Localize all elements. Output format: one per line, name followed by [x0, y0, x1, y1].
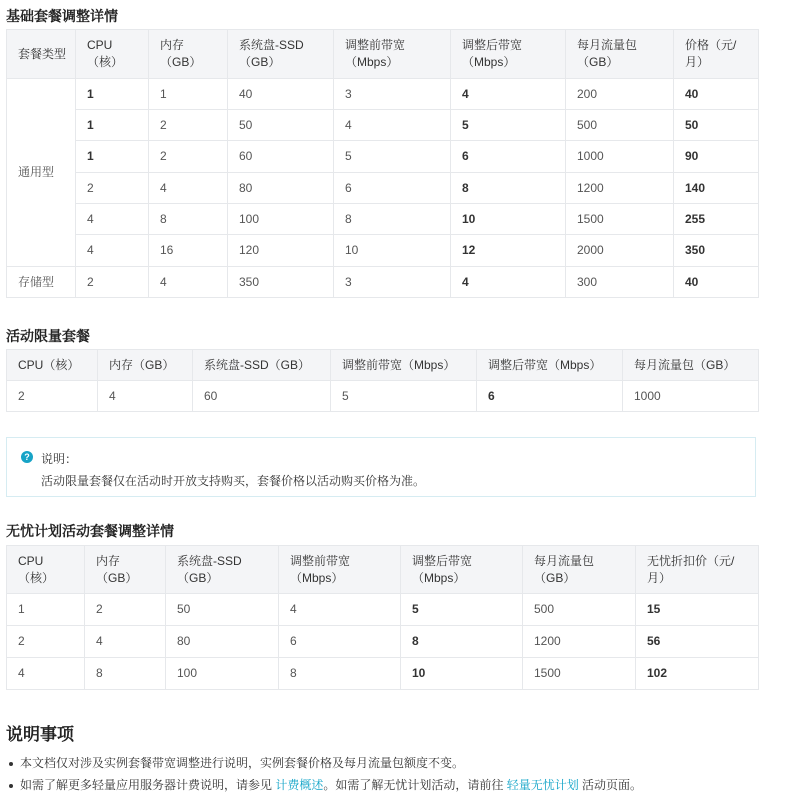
column-header: 内存（GB） [98, 350, 193, 381]
note-item-text: 本文档仅对涉及实例套餐带宽调整进行说明，实例套餐价格及每月流量包额度不变。 [20, 756, 465, 770]
header-line: 系统盘-SSD [239, 38, 304, 52]
header-line: 套餐类型 [18, 46, 67, 61]
column-header: 调整前带宽（Mbps） [331, 350, 477, 381]
header-line: （核） [87, 55, 124, 69]
question-circle-icon: ? [21, 451, 33, 463]
table-row [7, 658, 759, 690]
list-item [6, 752, 786, 774]
header-line: 调整前带宽 [290, 553, 351, 568]
table-row [7, 79, 759, 110]
table-cell: 4 [149, 267, 228, 298]
table-row [7, 235, 759, 267]
table-row [7, 141, 759, 173]
header-line: （GB） [534, 570, 576, 585]
header-line: CPU [18, 553, 44, 568]
header-line: （Mbps） [345, 55, 399, 69]
column-header [149, 30, 228, 79]
column-header [636, 546, 759, 594]
package-type-cell: 存储型 [7, 267, 76, 298]
column-header: CPU（核） [7, 350, 98, 381]
table-cell: 8 [334, 204, 451, 235]
table-cell: 3 [334, 267, 451, 298]
table-row [7, 204, 759, 235]
table-cell: 6 [334, 173, 451, 204]
header-line: 调整前带宽 [345, 38, 406, 52]
table-cell: 10 [334, 235, 451, 267]
billing-overview-link[interactable]: 计费概述 [275, 778, 324, 792]
table-cell: 2 [85, 594, 166, 626]
table-cell: 12 [451, 235, 566, 267]
table-cell: 4 [334, 110, 451, 141]
column-header [85, 546, 166, 594]
column-header [674, 30, 759, 79]
header-line: 每月流量包 [534, 553, 595, 568]
note-item-text-post: 活动页面。 [578, 778, 643, 792]
table-cell: 90 [674, 141, 759, 173]
table-header-row [7, 546, 759, 594]
header-line: 价格（元/ [685, 38, 737, 52]
table-row [7, 110, 759, 141]
table-cell: 140 [674, 173, 759, 204]
table-cell: 350 [674, 235, 759, 267]
header-line: （GB） [160, 55, 202, 69]
table-cell: 56 [636, 626, 759, 658]
table-cell: 15 [636, 594, 759, 626]
header-line: （Mbps） [290, 570, 344, 585]
column-header [523, 546, 636, 594]
note-box [6, 437, 756, 497]
header-line: 月） [685, 55, 710, 69]
notes-section-title: 说明事项 [6, 725, 74, 744]
table-cell: 8 [401, 626, 523, 658]
note-text: 活动限量套餐仅在活动时开放支持购买，套餐价格以活动购买价格为准。 [41, 474, 426, 488]
section-title-limited: 活动限量套餐 [6, 328, 90, 344]
table-cell: 2000 [566, 235, 674, 267]
table-cell: 10 [451, 204, 566, 235]
column-header [279, 546, 401, 594]
table-cell: 1500 [523, 658, 636, 690]
table-cell: 300 [566, 267, 674, 298]
table-cell: 6 [477, 381, 623, 412]
note-title: 说明： [41, 452, 78, 466]
table-cell: 1 [149, 79, 228, 110]
table-cell: 500 [523, 594, 636, 626]
table-cell: 40 [674, 267, 759, 298]
table-cell: 1000 [623, 381, 759, 412]
header-line: 每月流量包 [577, 38, 638, 52]
table-cell: 500 [566, 110, 674, 141]
column-header [334, 30, 451, 79]
table-cell: 4 [451, 79, 566, 110]
table-cell: 8 [149, 204, 228, 235]
header-line: 系统盘-SSD [177, 553, 242, 568]
header-line: 调整后带宽 [462, 38, 523, 52]
table-cell: 4 [279, 594, 401, 626]
table-cell: 5 [334, 141, 451, 173]
column-header [566, 30, 674, 79]
column-header: 系统盘-SSD（GB） [193, 350, 331, 381]
header-line: （Mbps） [412, 570, 466, 585]
basic-package-table [6, 29, 759, 298]
table-cell: 3 [334, 79, 451, 110]
list-item [6, 774, 786, 796]
header-line: 内存 [96, 553, 121, 568]
table-cell: 4 [149, 173, 228, 204]
table-cell: 350 [228, 267, 334, 298]
table-cell: 2 [149, 110, 228, 141]
table-row [7, 173, 759, 204]
table-cell: 1 [7, 594, 85, 626]
section-title-basic: 基础套餐调整详情 [6, 8, 118, 24]
table-cell: 5 [331, 381, 477, 412]
table-row [7, 594, 759, 626]
column-header [401, 546, 523, 594]
table-cell: 1 [76, 141, 149, 173]
table-cell: 4 [7, 658, 85, 690]
table-cell: 50 [166, 594, 279, 626]
table-row [7, 381, 759, 412]
column-header: 每月流量包（GB） [623, 350, 759, 381]
table-cell: 40 [228, 79, 334, 110]
table-cell: 5 [401, 594, 523, 626]
column-header [166, 546, 279, 594]
column-header: 调整后带宽（Mbps） [477, 350, 623, 381]
table-row [7, 267, 759, 298]
worry-free-plan-link[interactable]: 轻量无忧计划 [506, 778, 579, 792]
table-cell: 4 [76, 235, 149, 267]
table-cell: 1000 [566, 141, 674, 173]
table-cell: 4 [451, 267, 566, 298]
header-line: （核） [18, 570, 55, 585]
header-line: （GB） [577, 55, 619, 69]
table-cell: 40 [674, 79, 759, 110]
table-cell: 6 [279, 626, 401, 658]
table-cell: 80 [228, 173, 334, 204]
column-header [228, 30, 334, 79]
table-header-row [7, 30, 759, 79]
table-cell: 4 [85, 626, 166, 658]
column-header [7, 546, 85, 594]
table-cell: 1 [76, 110, 149, 141]
table-cell: 2 [7, 381, 98, 412]
table-cell: 120 [228, 235, 334, 267]
table-cell: 200 [566, 79, 674, 110]
header-line: （GB） [239, 55, 281, 69]
table-cell: 2 [149, 141, 228, 173]
package-type-cell: 通用型 [7, 79, 76, 267]
table-cell: 1200 [566, 173, 674, 204]
table-cell: 16 [149, 235, 228, 267]
table-cell: 100 [228, 204, 334, 235]
header-line: （GB） [177, 570, 219, 585]
column-header [76, 30, 149, 79]
table-cell: 60 [193, 381, 331, 412]
table-cell: 8 [279, 658, 401, 690]
table-header-row [7, 350, 759, 381]
table-cell: 8 [451, 173, 566, 204]
table-cell: 102 [636, 658, 759, 690]
table-cell: 80 [166, 626, 279, 658]
limited-package-table [6, 349, 759, 412]
header-line: CPU [87, 38, 113, 52]
table-cell: 2 [76, 267, 149, 298]
table-cell: 1500 [566, 204, 674, 235]
column-header [7, 30, 76, 79]
notes-list [6, 752, 786, 796]
section-title-worry-free: 无忧计划活动套餐调整详情 [6, 523, 174, 539]
header-line: 无忧折扣价（元/ [647, 553, 735, 568]
table-cell: 1200 [523, 626, 636, 658]
table-cell: 1 [76, 79, 149, 110]
table-cell: 4 [76, 204, 149, 235]
table-row [7, 626, 759, 658]
table-cell: 5 [451, 110, 566, 141]
column-header [451, 30, 566, 79]
header-line: 调整后带宽 [412, 553, 473, 568]
note-item-text-mid: 。如需了解无忧计划活动，请前往 [323, 778, 507, 792]
table-cell: 50 [674, 110, 759, 141]
table-cell: 60 [228, 141, 334, 173]
table-cell: 100 [166, 658, 279, 690]
table-cell: 2 [7, 626, 85, 658]
header-line: 月） [647, 570, 672, 585]
worry-free-package-table [6, 545, 759, 690]
table-cell: 6 [451, 141, 566, 173]
table-cell: 4 [98, 381, 193, 412]
note-item-text-pre: 如需了解更多轻量应用服务器计费说明，请参见 [20, 778, 276, 792]
table-cell: 2 [76, 173, 149, 204]
table-cell: 50 [228, 110, 334, 141]
header-line: （GB） [96, 570, 138, 585]
header-line: （Mbps） [462, 55, 516, 69]
header-line: 内存 [160, 38, 185, 52]
table-cell: 255 [674, 204, 759, 235]
table-cell: 8 [85, 658, 166, 690]
table-cell: 10 [401, 658, 523, 690]
